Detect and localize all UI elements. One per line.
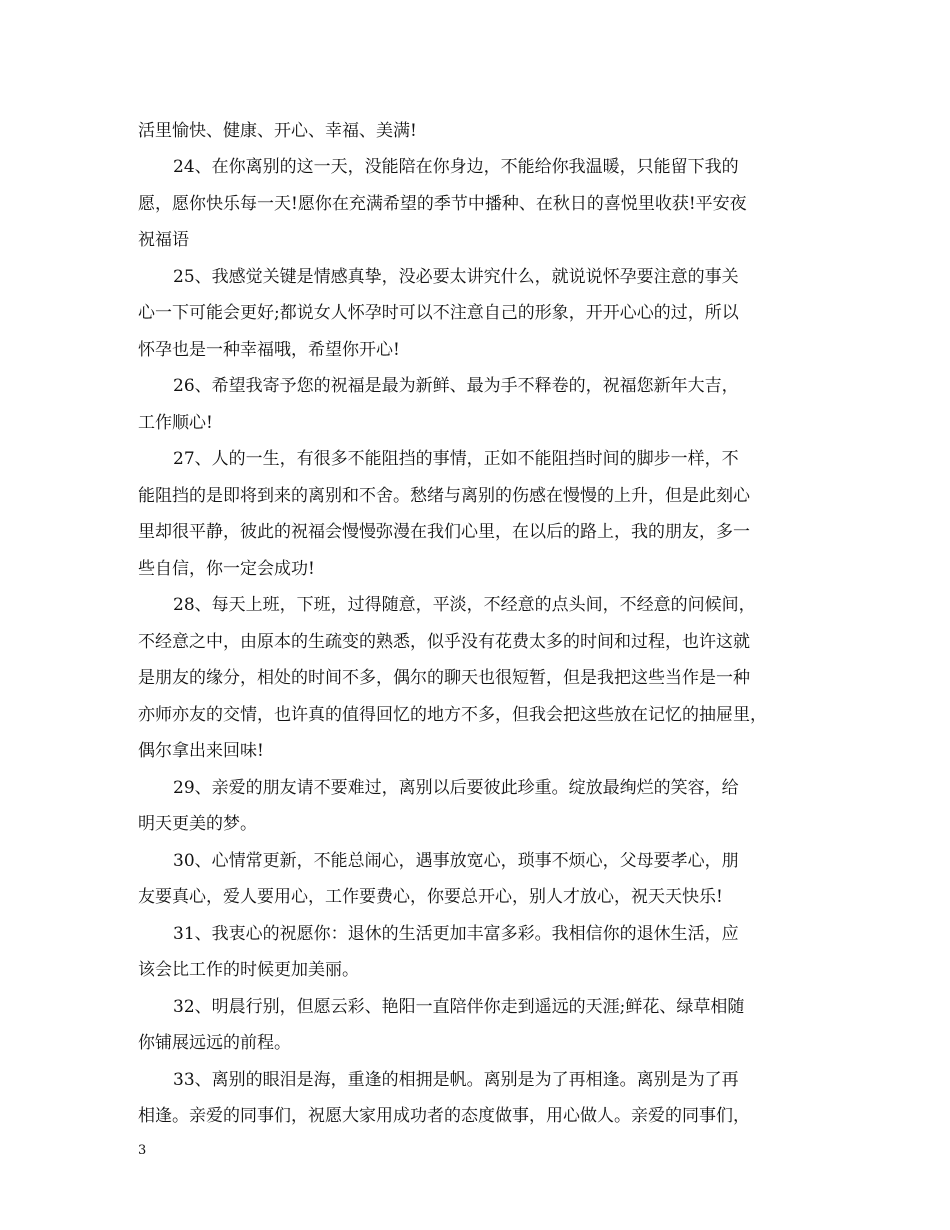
text-line: 愿，愿你快乐每一天!愿你在充满希望的季节中播种、在秋日的喜悦里收获!平安夜 [138, 194, 747, 214]
paragraph-24-line-1: 24、在你离别的这一天，没能陪在你身边，不能给你我温暖，只能留下我的 [173, 157, 739, 177]
text-line: 怀孕也是一种幸福哦，希望你开心! [138, 340, 400, 360]
text-line: 祝福语 [138, 230, 189, 250]
text-line: 些自信，你一定会成功! [138, 559, 315, 579]
text-line: 工作顺心! [138, 413, 213, 433]
paragraph-27-line-1: 27、人的一生，有很多不能阻挡的事情，正如不能阻挡时间的脚步一样，不 [173, 449, 739, 469]
page-number: 3 [138, 1143, 147, 1158]
text-line: 你铺展远远的前程。 [138, 1033, 291, 1053]
paragraph-32-line-1: 32、明晨行别，但愿云彩、艳阳一直陪伴你走到遥远的天涯;鲜花、绿草相随 [173, 997, 745, 1017]
text-line: 里却很平静，彼此的祝福会慢慢弥漫在我们心里，在以后的路上，我的朋友，多一 [138, 522, 750, 542]
text-line: 明天更美的梦。 [138, 814, 257, 834]
text-line: 是朋友的缘分，相处的时间不多，偶尔的聊天也很短暂，但是我把这些当作是一种 [138, 668, 750, 688]
paragraph-29-line-1: 29、亲爱的朋友请不要难过，离别以后要彼此珍重。绽放最绚烂的笑容，给 [173, 778, 739, 798]
paragraph-28-line-1: 28、每天上班，下班，过得随意，平淡，不经意的点头间，不经意的问候间， [173, 595, 756, 615]
text-line: 不经意之中，由原本的生疏变的熟悉，似乎没有花费太多的时间和过程，也许这就 [138, 632, 750, 652]
text-line: 该会比工作的时候更加美丽。 [138, 960, 359, 980]
paragraph-30-line-1: 30、心情常更新，不能总闹心，遇事放宽心，琐事不烦心，父母要孝心，朋 [173, 851, 739, 871]
text-line: 能阻挡的是即将到来的离别和不舍。愁绪与离别的伤感在慢慢的上升，但是此刻心 [138, 486, 750, 506]
text-line: 偶尔拿出来回味! [138, 741, 264, 761]
paragraph-26-line-1: 26、希望我寄予您的祝福是最为新鲜、最为手不释卷的，祝福您新年大吉， [173, 376, 739, 396]
text-line: 亦师亦友的交情，也许真的值得回忆的地方不多，但我会把这些放在记忆的抽屉里， [138, 705, 767, 725]
paragraph-25-line-1: 25、我感觉关键是情感真挚，没必要太讲究什么，就说说怀孕要注意的事关 [173, 267, 739, 287]
text-line: 心一下可能会更好;都说女人怀孕时可以不注意自己的形象，开开心心的过，所以 [138, 303, 739, 323]
text-line: 相逢。亲爱的同事们，祝愿大家用成功者的态度做事，用心做人。亲爱的同事们， [138, 1106, 750, 1126]
paragraph-33-line-1: 33、离别的眼泪是海，重逢的相拥是帆。离别是为了再相逢。离别是为了再 [173, 1070, 739, 1090]
paragraph-31-line-1: 31、我衷心的祝愿你：退休的生活更加丰富多彩。我相信你的退休生活，应 [173, 924, 739, 944]
text-line: 活里愉快、健康、开心、幸福、美满! [138, 121, 417, 141]
text-line: 友要真心，爱人要用心，工作要费心，你要总开心，别人才放心，祝天天快乐! [138, 887, 723, 907]
